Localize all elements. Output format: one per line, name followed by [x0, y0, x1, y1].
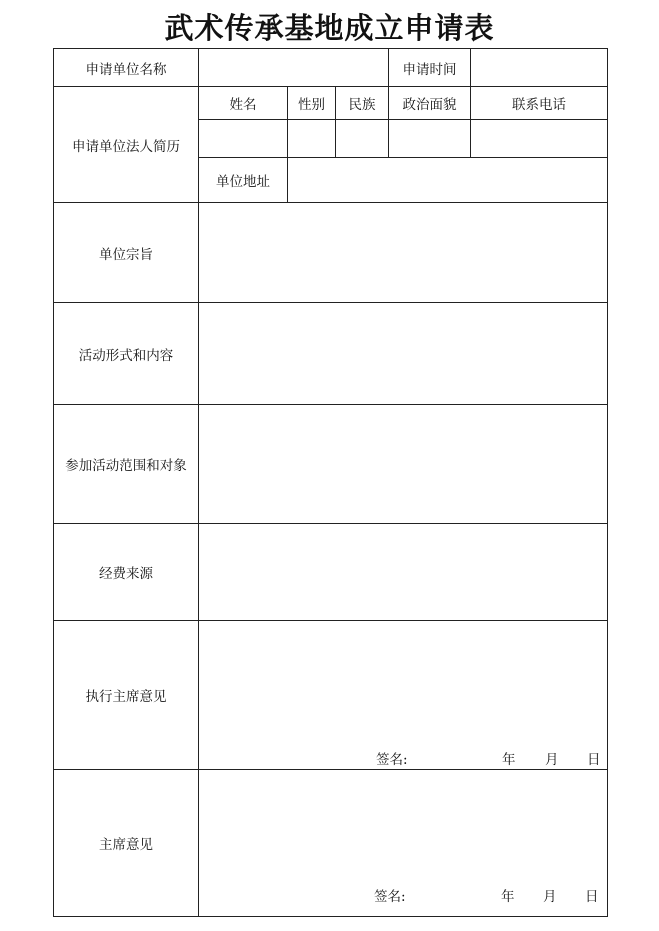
name-field[interactable]: [199, 120, 287, 157]
ethnicity-label: 民族: [348, 97, 376, 113]
unit-name-field[interactable]: [199, 49, 388, 86]
gender-label: 性别: [298, 97, 325, 113]
activities-label: 活动形式和内容: [78, 347, 174, 364]
chair-opinion-field[interactable]: [199, 770, 607, 885]
name-label: 姓名: [229, 97, 257, 113]
exec-day-label: 日: [587, 752, 601, 768]
phone-field[interactable]: [471, 120, 607, 157]
phone-label: 联系电话: [512, 97, 566, 113]
political-status-field[interactable]: [389, 120, 470, 157]
ethnicity-field[interactable]: [336, 120, 388, 157]
political-status-label: 政治面貌: [402, 97, 457, 113]
funding-label: 经费来源: [99, 566, 153, 582]
gender-field[interactable]: [288, 120, 335, 157]
chair-sign-label: 签名:: [374, 889, 406, 905]
chair-year-label: 年: [501, 889, 515, 905]
chair-month-label: 月: [543, 889, 557, 905]
apply-time-field[interactable]: [471, 49, 607, 86]
exec-opinion-field[interactable]: [199, 621, 607, 741]
address-label: 单位地址: [216, 174, 270, 190]
exec-month-label: 月: [545, 752, 559, 768]
apply-time-label: 申请时间: [402, 61, 457, 78]
purpose-label: 单位宗旨: [99, 246, 153, 263]
exec-opinion-label: 执行主席意见: [85, 689, 167, 705]
exec-year-label: 年: [502, 752, 516, 768]
activities-field[interactable]: [199, 303, 607, 404]
chair-day-label: 日: [585, 889, 599, 905]
legal-person-label: 申请单位法人简历: [72, 138, 180, 155]
chair-opinion-label: 主席意见: [99, 837, 153, 853]
funding-field[interactable]: [199, 524, 607, 620]
scope-field[interactable]: [199, 405, 607, 523]
purpose-field[interactable]: [199, 203, 607, 302]
unit-name-label: 申请单位名称: [85, 61, 167, 78]
scope-label: 参加活动范围和对象: [65, 458, 187, 474]
page-title: 武术传承基地成立申请表: [164, 11, 495, 45]
application-form-table: [53, 48, 608, 917]
exec-sign-label: 签名:: [376, 752, 408, 768]
address-field[interactable]: [288, 158, 607, 202]
